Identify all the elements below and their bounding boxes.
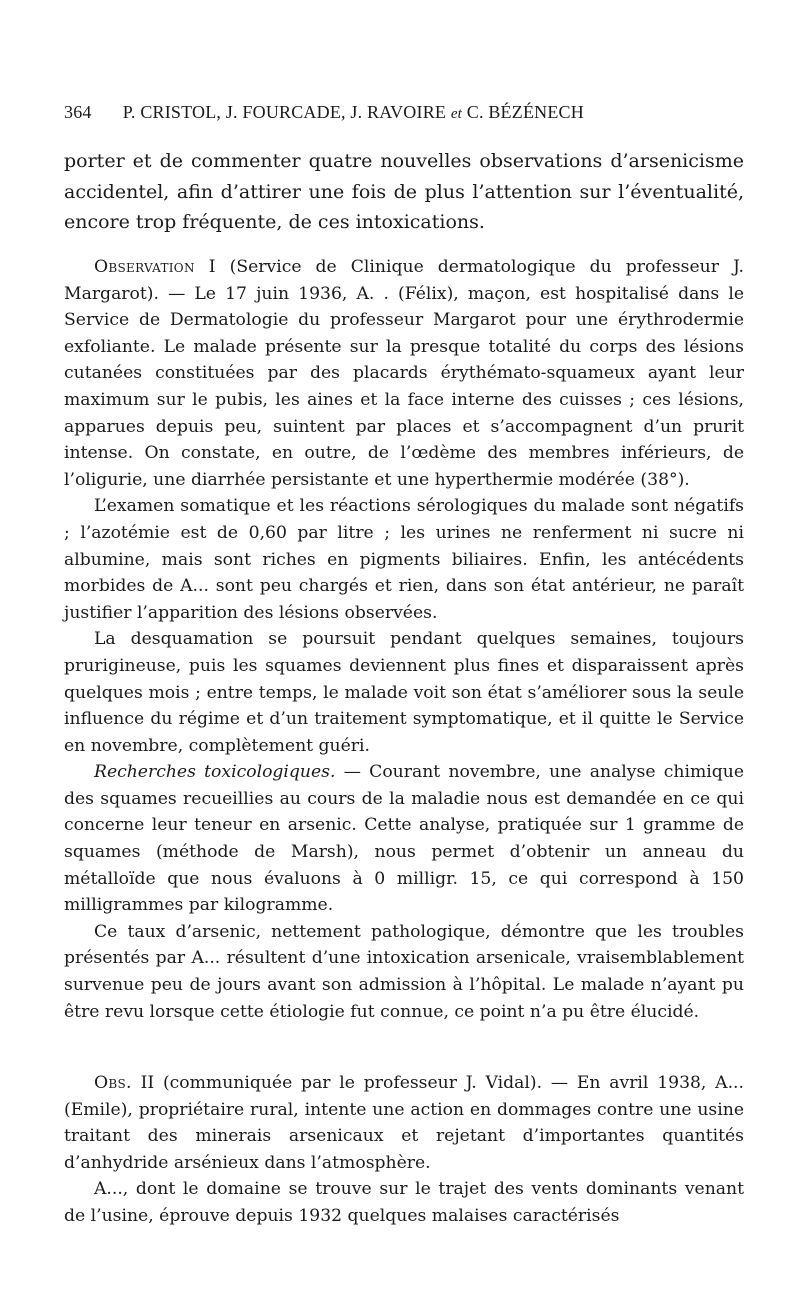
- obs1-paragraph-3: La desquamation se poursuit pendant quelques semaines, toujours prurigineuse, puis les squames deviennent plus fines et disparaissent après quelques mois ; entre temps, le malade voit son état s’améliorer sous la seule influence du régime et d’un traitement symptomatique, et il quitte le Service en novembre, complètement guéri.: [64, 629, 744, 756]
- obs1-paragraph-5: Ce taux d’arsenic, nettement pathologique, démontre que les troubles présentés par A... résultent d’une intoxication arsenicale, vraisemblablement survenue peu de jours avant son admission à l’hôpital. Le malade n’ayant pu être revu lorsque cette étiologie fut connue, ce point n’a pu être élucidé.: [64, 921, 744, 1022]
- obs2-p1-text: II (communiquée par le professeur J. Vidal). — En avril 1938, A... (Emile), propriétaire rural, intente une action en dommages contre une usine traitant des minerais arsenicaux et rejetant d’importantes quantités d’anhydride arsénieux dans l’atmosphère.: [64, 1073, 744, 1173]
- obs1-paragraph-4: [64, 759, 744, 919]
- obs1-paragraph-2: L’examen somatique et les réactions sérologiques du malade sont négatifs ; l’azotémie est de 0,60 par litre ; les urines ne renferment ni sucre ni albumine, mais sont riches en pigments biliaires. Enfin, les antécédents morbides de A... sont peu chargés et rien, dans son état antérieur, ne paraît justifier l’apparition des lésions observées.: [64, 496, 744, 623]
- obs1-label: Observation: [94, 257, 195, 277]
- running-head: [64, 102, 744, 123]
- obs2-paragraph-2: A..., dont le domaine se trouve sur le trajet des vents dominants venant de l’usine, éprouve depuis 1932 quelques malaises caractérisés: [64, 1179, 744, 1226]
- running-head-et: et: [450, 106, 463, 122]
- running-head-authors: P. CRISTOL, J. FOURCADE, J. RAVOIRE: [122, 102, 447, 122]
- intro-paragraph: [64, 146, 744, 238]
- page-number: 364: [64, 102, 92, 122]
- obs1-p4-label: Recherches toxicologiques.: [94, 762, 336, 783]
- intro-text: porter et de commenter quatre nouvelles observations d’arsenicisme accidentel, afin d’attirer une fois de plus l’attention sur l’éventualité, encore trop fréquente, de ces intoxications.: [64, 150, 744, 233]
- obs1-p4-text: — Courant novembre, une analyse chimique des squames recueillies au cours de la maladie nous est demandée en ce qui concerne leur teneur en arsenic. Cette analyse, pratiquée sur 1 gramme de squames (méthode de Marsh), nous permet d’obtenir un anneau du métalloïde que nous évaluons à 0 milligr. 15, ce qui correspond à 150 milligrammes par kilogramme.: [64, 762, 745, 916]
- obs1-paragraph-1: [64, 254, 744, 493]
- observation-2: [64, 1070, 744, 1230]
- running-head-last-author: C. BÉZÉNECH: [466, 102, 584, 122]
- obs1-p1-text: I (Service de Clinique dermatologique du professeur J. Margarot). — Le 17 juin 1936, A. . (Félix), maçon, est hospitalisé dans le Service de Dermatologie du professeur Margarot pour une érythrodermie exfoliante. Le malade présente sur la presque totalité du corps des lésions cutanées constituées par des placards érythémato-squameux ayant leur maximum sur le pubis, les aines et la face interne des cuisses ; ces lésions, apparues depuis peu, suintent par places et s’accompagnent d’un prurit intense. On constate, en outre, de l’œdème des membres inférieurs, de l’oligurie, une diarrhée persistante et une hyperthermie modérée (38°).: [64, 257, 744, 490]
- obs2-paragraph-1: [64, 1070, 744, 1176]
- observation-1: [64, 254, 744, 1025]
- obs2-label: Obs.: [94, 1073, 132, 1093]
